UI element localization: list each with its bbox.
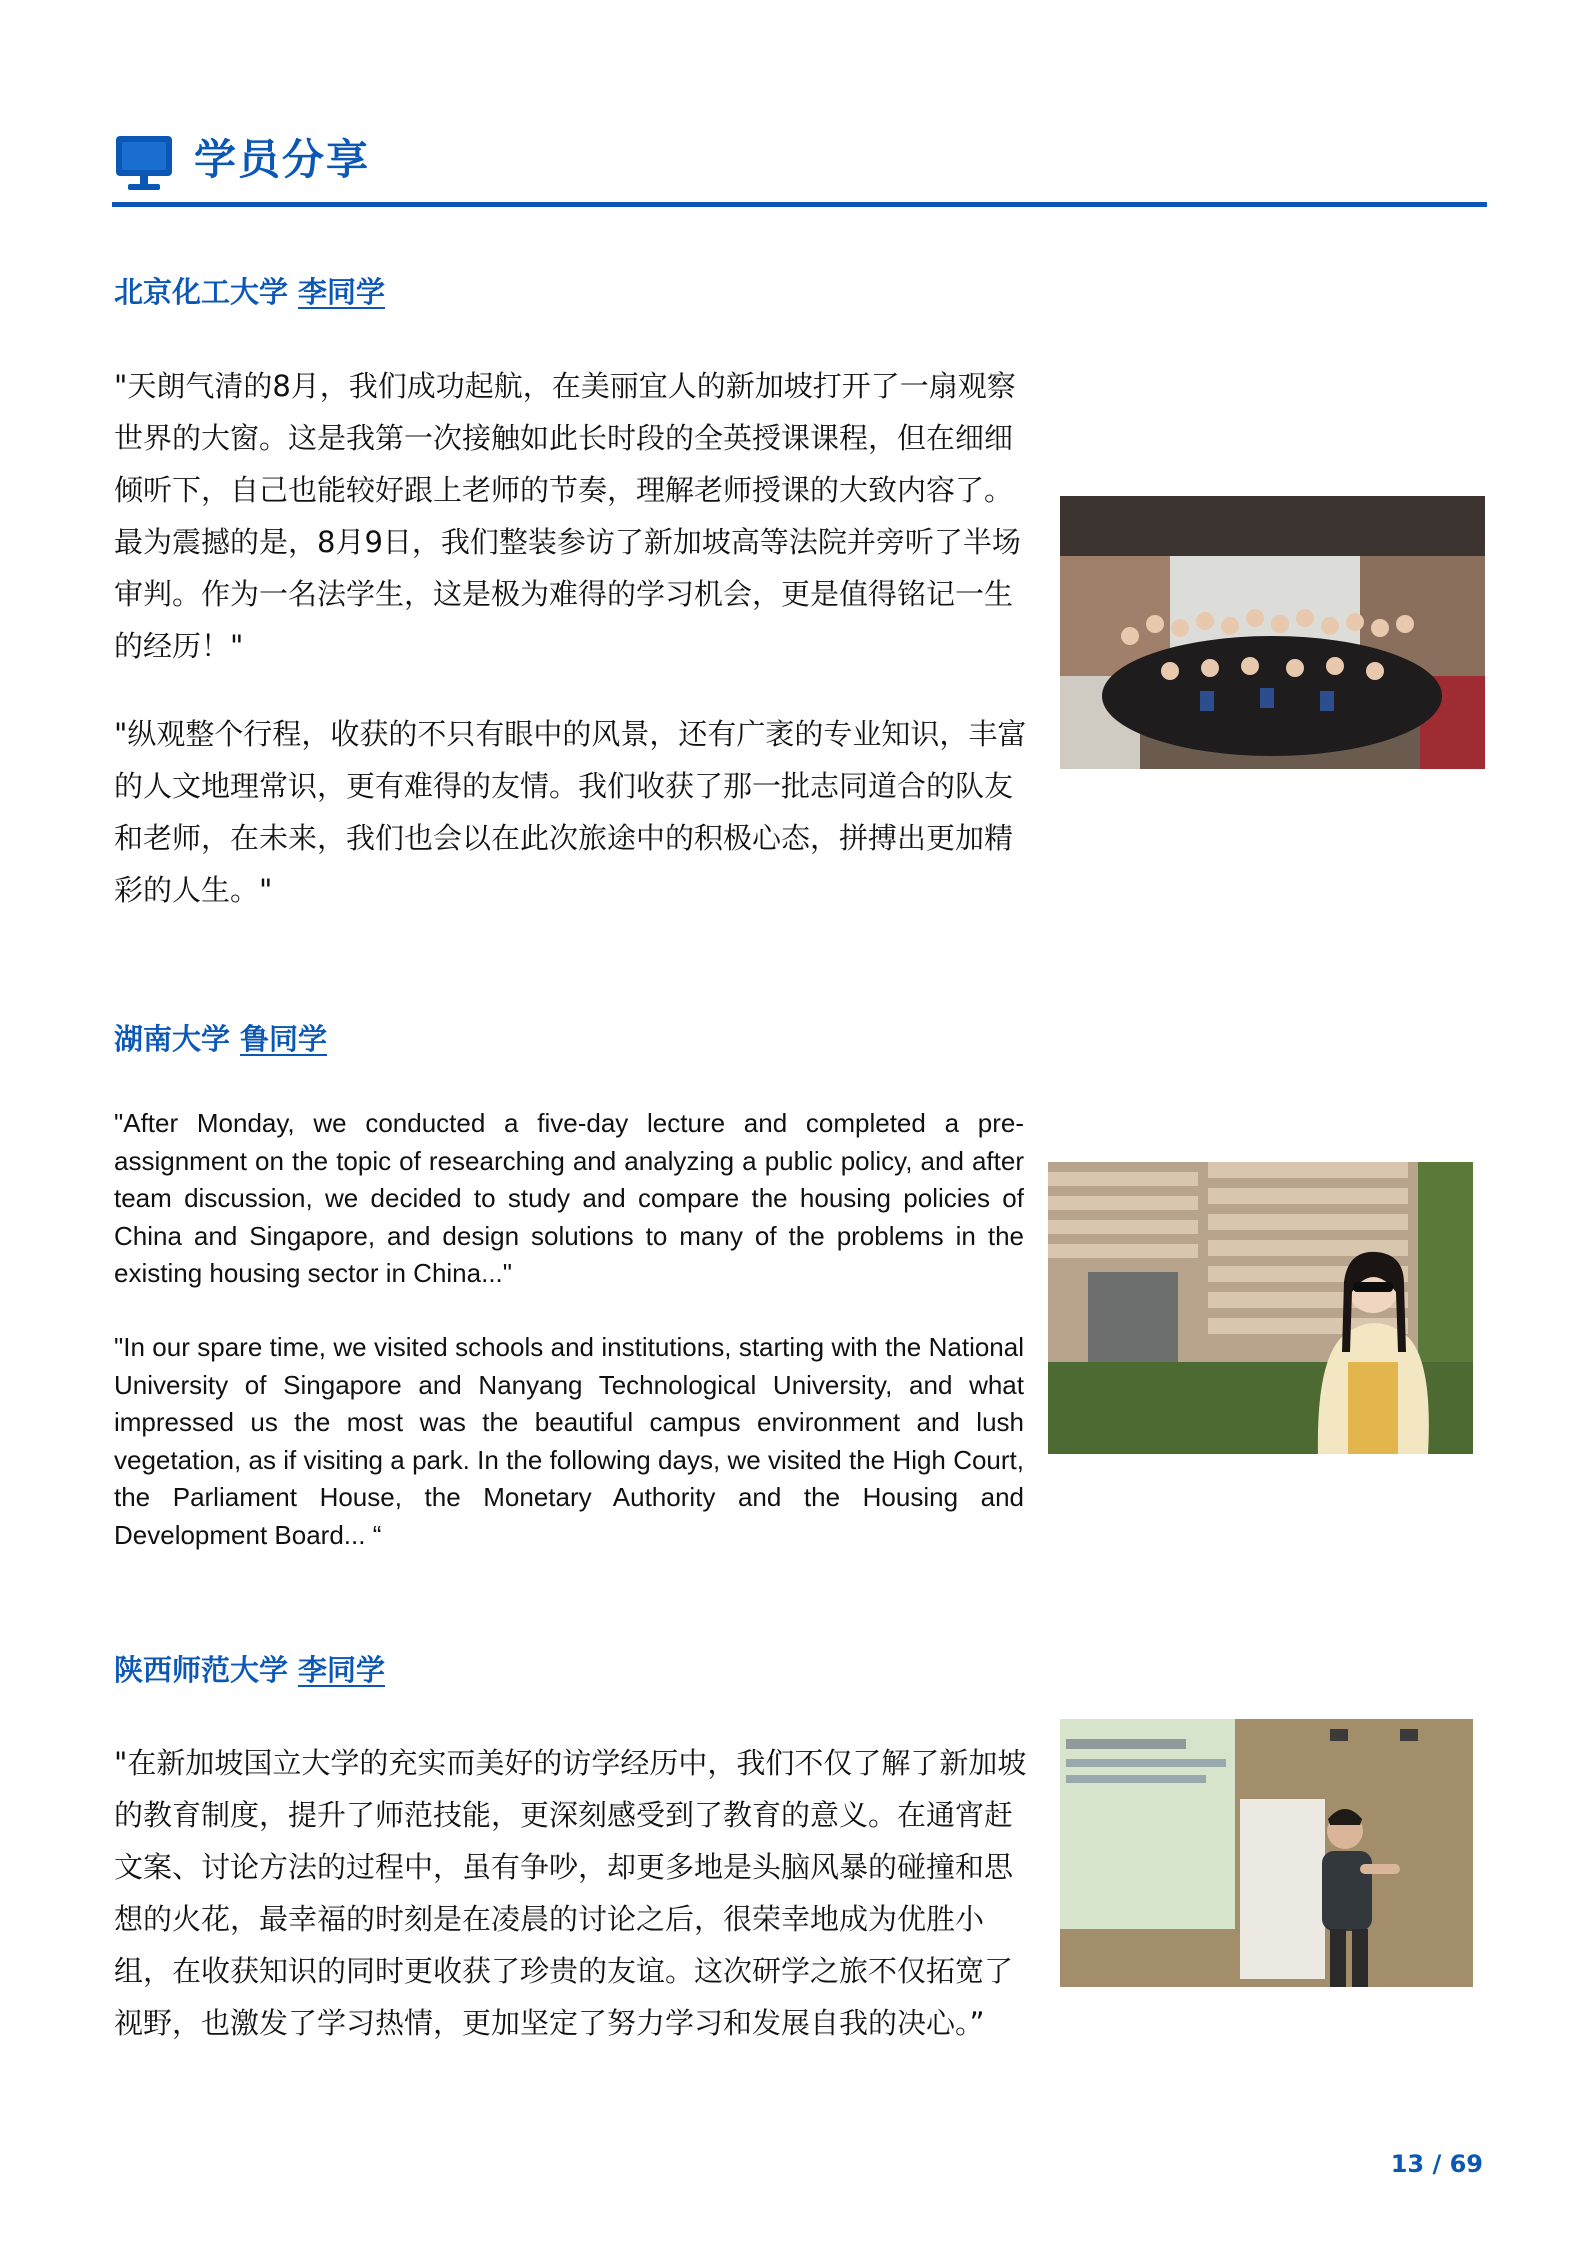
testimonial-heading (114, 1650, 385, 1690)
testimonial-paragraph: "In our spare time, we visited schools and institutions, starting with the National University of Singapore and Nanyang Technological University, and what impressed us the most was the beautiful campus environment and lush vegetation, as if visiting a park. In the following days, we visited the High Court, the Parliament House, the Monetary Authority and the Housing and Development Board... “ (114, 1331, 1024, 1550)
school-name: 北京化工大学 (114, 275, 289, 309)
school-name: 湖南大学 (114, 1022, 231, 1056)
page-title: 学员分享 (194, 135, 371, 184)
testimonial-body (114, 1105, 1024, 1555)
student-name: 鲁同学 (240, 1022, 328, 1056)
presentation-photo (1060, 1719, 1473, 1987)
group-photo (1060, 496, 1485, 769)
testimonial-paragraph: "天朗气清的8月，我们成功起航，在美丽宜人的新加坡打开了一扇观察世界的大窗。这是我第一次接触如此长时段的全英授课课程，但在细细倾听下，自己也能较好跟上老师的节奏，理解老师授课的大致内容了。最为震撼的是，8月9日，我们整装参访了新加坡高等法院并旁听了半场审判。作为一名法学生，这是极为难得的学习机会，更是值得铭记一生的经历！" (114, 369, 1021, 663)
campus-photo (1048, 1162, 1473, 1454)
page-number: 13 / 69 (1390, 2150, 1483, 2178)
testimonial-body (114, 1737, 1034, 2049)
student-name: 李同学 (298, 1653, 386, 1687)
testimonial-heading (114, 1019, 327, 1059)
testimonial-paragraph: "After Monday, we conducted a five-day lecture and completed a pre-assignment on the topic of researching and analyzing a public policy, and after team discussion, we decided to study and compare the housing policies of China and Singapore, and design solutions to many of the problems in the existing housing sector in China..." (114, 1108, 1024, 1289)
testimonial-paragraph: "在新加坡国立大学的充实而美好的访学经历中，我们不仅了解了新加坡的教育制度，提升了师范技能，更深刻感受到了教育的意义。在通宵赶文案、讨论方法的过程中，虽有争吵，却更多地是头脑风暴的碰撞和思想的火花，最幸福的时刻是在凌晨的讨论之后，很荣幸地成为优胜小组，在收获知识的同时更收获了珍贵的友谊。这次研学之旅不仅拓宽了视野，也激发了学习热情，更加坚定了努力学习和发展自我的决心。” (114, 1746, 1027, 2040)
monitor-icon (114, 134, 174, 192)
testimonial-body (114, 360, 1034, 916)
school-name: 陕西师范大学 (114, 1653, 289, 1687)
header-divider (112, 202, 1487, 207)
student-name: 李同学 (298, 275, 386, 309)
page-header (112, 128, 1487, 208)
testimonial-paragraph: "纵观整个行程，收获的不只有眼中的风景，还有广袤的专业知识，丰富的人文地理常识，更有难得的友情。我们收获了那一批志同道合的队友和老师，在未来，我们也会以在此次旅途中的积极心态，拼搏出更加精彩的人生。" (114, 717, 1027, 907)
testimonial-heading (114, 272, 385, 312)
